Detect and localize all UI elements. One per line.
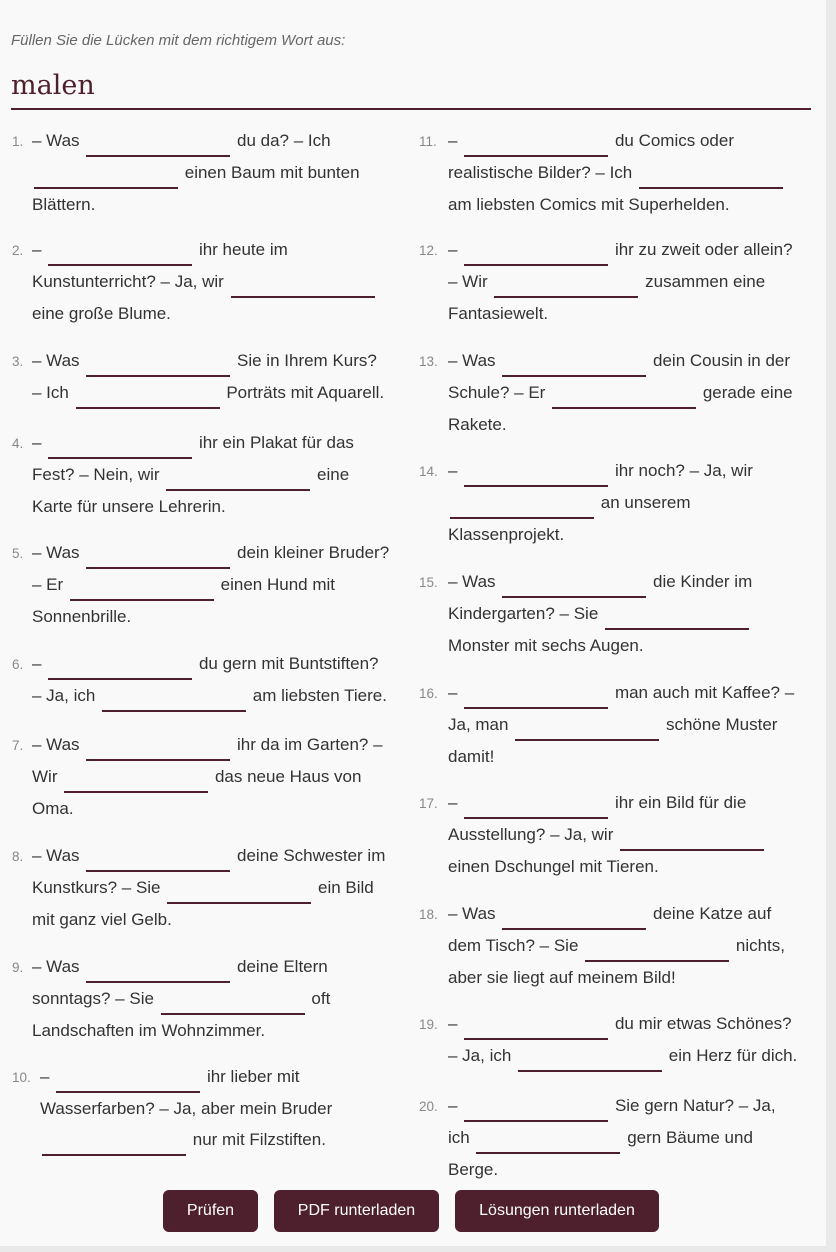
blank-input[interactable]	[639, 164, 783, 189]
blank-input[interactable]	[464, 132, 608, 157]
exercise-number: 1.	[12, 134, 24, 149]
blank-input[interactable]	[464, 1097, 608, 1122]
blank-input[interactable]	[48, 434, 192, 459]
exercise-number: 20.	[419, 1099, 438, 1114]
sentence-fragment: du mir etwas Schönes? – Ja, ich	[448, 1014, 792, 1065]
exercise-sentence	[11, 537, 391, 632]
blank-input[interactable]	[86, 544, 230, 569]
exercise-number: 2.	[12, 243, 24, 258]
sentence-fragment: du da? – Ich	[237, 131, 331, 150]
sentence-fragment: –	[448, 131, 458, 150]
sentence-fragment: ihr noch? – Ja, wir	[614, 461, 753, 480]
sentence-fragment: Sie gern Natur? – Ja, ich	[448, 1096, 776, 1147]
title-divider	[11, 108, 811, 110]
sentence-fragment: –	[448, 461, 458, 480]
sentence-fragment: schöne Muster damit!	[448, 715, 778, 766]
blank-input[interactable]	[167, 879, 311, 904]
blank-input[interactable]	[161, 990, 305, 1015]
sentence-fragment: Monster mit sechs Augen.	[448, 636, 644, 655]
blank-input[interactable]	[86, 132, 230, 157]
blank-input[interactable]	[86, 958, 230, 983]
exercise-sentence	[419, 455, 799, 550]
exercise-item	[419, 898, 799, 993]
exercise-item	[11, 125, 391, 220]
blank-input[interactable]	[231, 273, 375, 298]
download-pdf-button[interactable]: PDF runterladen	[274, 1190, 439, 1232]
exercise-sentence	[11, 729, 391, 824]
exercise-item	[11, 729, 391, 824]
exercise-sentence	[11, 345, 391, 409]
sentence-fragment: ihr lieber mit Wasserfarben? – Ja, aber mein Bruder	[40, 1067, 333, 1118]
blank-input[interactable]	[102, 687, 246, 712]
exercise-number: 11.	[419, 134, 437, 149]
sentence-fragment: am liebsten Comics mit Superhelden.	[448, 195, 730, 214]
blank-input[interactable]	[515, 716, 659, 741]
sentence-fragment: nur mit Filzstiften.	[192, 1130, 326, 1149]
sentence-fragment: oft Landschaften im Wohnzimmer.	[32, 989, 331, 1040]
sentence-fragment: – Was	[32, 957, 80, 976]
exercise-number: 4.	[12, 436, 24, 451]
exercise-sentence	[419, 898, 799, 993]
sentence-fragment: an unserem Klassenprojekt.	[448, 493, 691, 544]
exercise-item	[419, 455, 799, 550]
sentence-fragment: Sie in Ihrem Kurs? – Ich	[32, 351, 377, 402]
sentence-fragment: ihr heute im Kunstunterricht? – Ja, wir	[32, 240, 288, 291]
sentence-fragment: deine Schwester im Kunstkurs? – Sie	[32, 846, 386, 897]
exercise-sentence	[11, 1061, 391, 1156]
sentence-fragment: einen Baum mit bunten Blättern.	[32, 163, 360, 214]
blank-input[interactable]	[518, 1047, 662, 1072]
exercise-item	[11, 345, 391, 409]
exercise-sentence	[419, 345, 799, 440]
exercise-item	[11, 234, 391, 329]
exercise-number: 7.	[12, 738, 24, 753]
blank-input[interactable]	[86, 736, 230, 761]
sentence-fragment: –	[448, 1096, 458, 1115]
exercise-item	[11, 427, 391, 522]
sentence-fragment: am liebsten Tiere.	[252, 686, 387, 705]
exercise-sentence	[419, 566, 799, 661]
exercise-number: 12.	[419, 243, 438, 258]
sentence-fragment: –	[32, 654, 42, 673]
sentence-fragment: – Was	[32, 846, 80, 865]
page-title: malen	[11, 70, 95, 101]
exercise-item	[419, 566, 799, 661]
check-button[interactable]: Prüfen	[163, 1190, 258, 1232]
blank-input[interactable]	[42, 1131, 186, 1156]
exercise-number: 6.	[12, 657, 24, 672]
sentence-fragment: eine Karte für unsere Lehrerin.	[32, 465, 350, 516]
blank-input[interactable]	[552, 384, 696, 409]
blank-input[interactable]	[76, 384, 220, 409]
sentence-fragment: – Was	[32, 735, 80, 754]
blank-input[interactable]	[605, 605, 749, 630]
blank-input[interactable]	[450, 494, 594, 519]
exercise-sentence	[11, 840, 391, 935]
sentence-fragment: eine große Blume.	[32, 304, 171, 323]
blank-input[interactable]	[464, 241, 608, 266]
sentence-fragment: –	[448, 793, 458, 812]
blank-input[interactable]	[70, 576, 214, 601]
sentence-fragment: – Was	[448, 351, 496, 370]
sentence-fragment: deine Katze auf dem Tisch? – Sie	[448, 904, 772, 955]
sentence-fragment: Porträts mit Aquarell.	[226, 383, 385, 402]
sentence-fragment: dein kleiner Bruder? – Er	[32, 543, 390, 594]
blank-input[interactable]	[620, 826, 764, 851]
exercise-number: 8.	[12, 849, 24, 864]
blank-input[interactable]	[56, 1068, 200, 1093]
exercise-item	[11, 648, 391, 712]
blank-input[interactable]	[86, 352, 230, 377]
blank-input[interactable]	[502, 352, 646, 377]
exercise-number: 3.	[12, 354, 24, 369]
blank-input[interactable]	[34, 164, 178, 189]
sentence-fragment: –	[32, 433, 42, 452]
sentence-fragment: einen Hund mit Sonnenbrille.	[32, 575, 335, 626]
exercise-number: 13.	[419, 354, 438, 369]
exercise-number: 9.	[12, 960, 24, 975]
exercise-sentence	[419, 677, 799, 772]
blank-input[interactable]	[64, 768, 208, 793]
instruction-text: Füllen Sie die Lücken mit dem richtigem Wort aus:	[11, 32, 346, 49]
exercise-item	[419, 345, 799, 440]
blank-input[interactable]	[464, 684, 608, 709]
blank-input[interactable]	[464, 794, 608, 819]
exercise-number: 16.	[419, 686, 438, 701]
sentence-fragment: dein Cousin in der Schule? – Er	[448, 351, 791, 402]
action-bar	[0, 1190, 826, 1232]
sentence-fragment: – Was	[448, 572, 496, 591]
exercise-item	[419, 677, 799, 772]
sentence-fragment: nichts, aber sie liegt auf meinem Bild!	[448, 936, 786, 987]
sentence-fragment: deine Eltern sonntags? – Sie	[32, 957, 328, 1008]
exercise-item	[419, 787, 799, 882]
blank-input[interactable]	[166, 466, 310, 491]
sentence-fragment: –	[448, 683, 458, 702]
sentence-fragment: ihr da im Garten? – Wir	[32, 735, 383, 786]
blank-input[interactable]	[494, 273, 638, 298]
sentence-fragment: ein Bild mit ganz viel Gelb.	[32, 878, 374, 929]
exercise-sentence	[419, 125, 799, 220]
exercise-item	[419, 234, 799, 329]
sentence-fragment: –	[448, 240, 458, 259]
sentence-fragment: ihr ein Bild für die Ausstellung? – Ja, wir	[448, 793, 747, 844]
exercise-item	[11, 1061, 391, 1156]
exercise-item	[11, 951, 391, 1046]
sentence-fragment: ihr zu zweit oder allein? – Wir	[448, 240, 793, 291]
exercise-sentence	[11, 234, 391, 329]
sentence-fragment: du Comics oder realistische Bilder? – Ich	[448, 131, 734, 182]
exercise-sentence	[11, 125, 391, 220]
blank-input[interactable]	[464, 462, 608, 487]
blank-input[interactable]	[86, 847, 230, 872]
exercise-number: 10.	[12, 1070, 31, 1085]
exercise-sentence	[11, 951, 391, 1046]
sentence-fragment: – Was	[448, 904, 496, 923]
sentence-fragment: das neue Haus von Oma.	[32, 767, 362, 818]
exercise-number: 17.	[419, 796, 438, 811]
exercise-item	[419, 1008, 799, 1072]
exercise-sentence	[419, 1008, 799, 1072]
sentence-fragment: gerade eine Rakete.	[448, 383, 793, 434]
exercise-number: 15.	[419, 575, 438, 590]
sentence-fragment: einen Dschungel mit Tieren.	[448, 857, 659, 876]
sentence-fragment: – Was	[32, 131, 80, 150]
exercise-sentence	[11, 427, 391, 522]
sentence-fragment: zusammen eine Fantasiewelt.	[448, 272, 766, 323]
sentence-fragment: gern Bäume und Berge.	[448, 1128, 753, 1179]
exercise-sentence	[419, 787, 799, 882]
sentence-fragment: – Was	[32, 351, 80, 370]
exercise-sentence	[419, 1090, 799, 1185]
download-solutions-button[interactable]: Lösungen runterladen	[455, 1190, 659, 1232]
sentence-fragment: man auch mit Kaffee? – Ja, man	[448, 683, 795, 734]
sentence-fragment: die Kinder im Kindergarten? – Sie	[448, 572, 753, 623]
blank-input[interactable]	[476, 1129, 620, 1154]
sentence-fragment: – Was	[32, 543, 80, 562]
blank-input[interactable]	[502, 905, 646, 930]
exercise-number: 19.	[419, 1017, 438, 1032]
exercise-item	[11, 840, 391, 935]
exercise-number: 18.	[419, 907, 438, 922]
exercise-item	[419, 1090, 799, 1185]
blank-input[interactable]	[48, 241, 192, 266]
sentence-fragment: ihr ein Plakat für das Fest? – Nein, wir	[32, 433, 354, 484]
blank-input[interactable]	[502, 573, 646, 598]
exercise-sentence	[11, 648, 391, 712]
exercise-item	[11, 537, 391, 632]
blank-input[interactable]	[585, 937, 729, 962]
exercise-item	[419, 125, 799, 220]
sentence-fragment: du gern mit Buntstiften? – Ja, ich	[32, 654, 379, 705]
sentence-fragment: –	[40, 1067, 50, 1086]
exercise-number: 5.	[12, 546, 24, 561]
blank-input[interactable]	[48, 655, 192, 680]
exercise-number: 14.	[419, 464, 438, 479]
exercise-sentence	[419, 234, 799, 329]
sentence-fragment: –	[448, 1014, 458, 1033]
sentence-fragment: –	[32, 240, 42, 259]
blank-input[interactable]	[464, 1015, 608, 1040]
sentence-fragment: ein Herz für dich.	[668, 1046, 798, 1065]
